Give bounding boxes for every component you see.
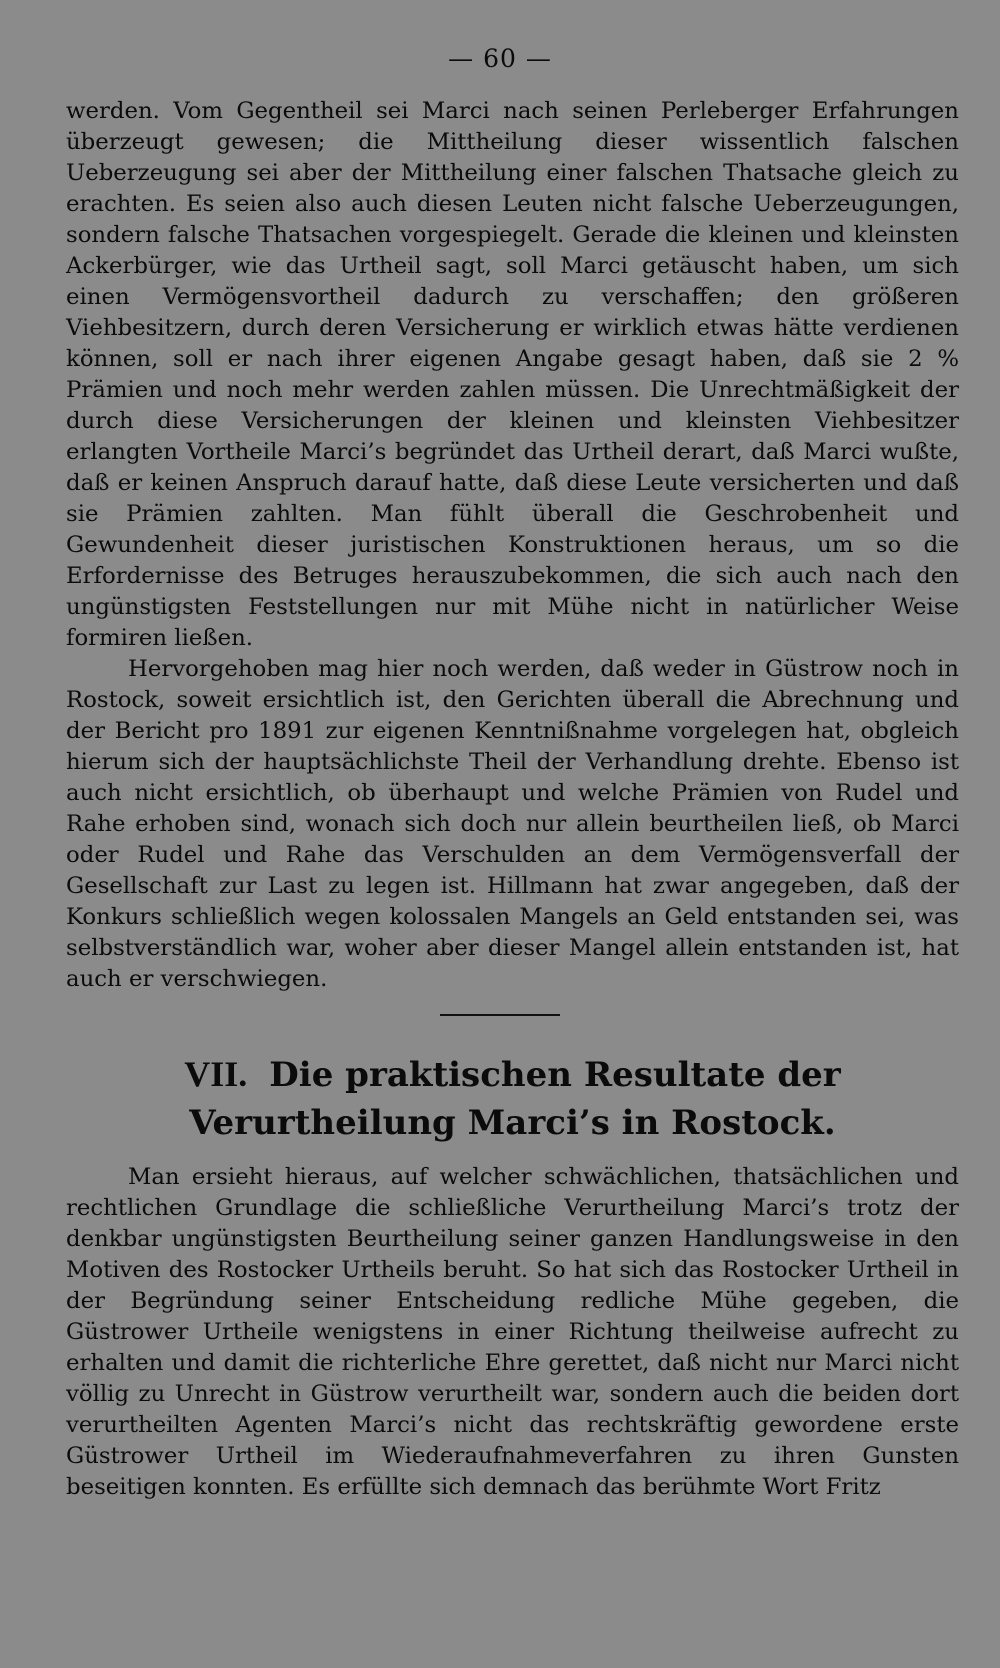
section-heading	[66, 1050, 959, 1147]
section-number: VII.	[184, 1054, 248, 1094]
body-text-bottom	[66, 1162, 959, 1503]
body-text-top	[66, 96, 959, 995]
page-number: — 60 —	[448, 44, 552, 73]
section-title: Die praktischen Resultate der Verurtheilung Marci’s in Rostock.	[189, 1055, 841, 1143]
paragraph: werden. Vom Gegentheil sei Marci nach seinen Perleberger Erfahrungen überzeugt gewesen; die Mittheilung dieser wissentlich falschen Ueberzeugung sei aber der Mittheilung einer falschen Thatsache gleich zu erachten. Es seien also auch diesen Leuten nicht falsche Ueberzeugungen, sondern falsche Thatsachen vorgespiegelt. Gerade die kleinen und kleinsten Ackerbürger, wie das Urtheil sagt, soll Marci getäuscht haben, um sich einen Vermögensvortheil dadurch zu verschaffen; den größeren Viehbesitzern, durch deren Versicherung er wirklich etwas hätte verdienen können, soll er nach ihrer eigenen Angabe gesagt haben, daß sie 2 % Prämien und noch mehr werden zahlen müssen. Die Unrechtmäßigkeit der durch diese Versicherungen der kleinen und kleinsten Viehbesitzer erlangten Vortheile Marci’s begründet das Urtheil derart, daß Marci wußte, daß er keinen Anspruch darauf hatte, daß diese Leute versicherten und daß sie Prämien zahlten. Man fühlt überall die Geschrobenheit und Gewundenheit dieser juristischen Konstruktionen heraus, um so die Erfordernisse des Betruges herauszubekommen, die sich auch nach den ungünstigsten Feststellungen nur mit Mühe nicht in natürlicher Weise formiren ließen.	[66, 98, 959, 651]
section-divider	[440, 1014, 560, 1016]
paragraph: Man ersieht hieraus, auf welcher schwächlichen, thatsächlichen und rechtlichen Grundlage die schließliche Verurtheilung Marci’s trotz der denkbar ungünstigsten Beurtheilung seiner ganzen Handlungsweise in den Motiven des Rostocker Urtheils beruht. So hat sich das Rostocker Urtheil in der Begründung seiner Entscheidung redliche Mühe gegeben, die Güstrower Urtheile wenigstens in einer Richtung theilweise aufrecht zu erhalten und damit die richterliche Ehre gerettet, daß nicht nur Marci nicht völlig zu Unrecht in Güstrow verurtheilt war, sondern auch die beiden dort verurtheilten Agenten Marci’s nicht das rechtskräftig gewordene erste Güstrower Urtheil im Wiederaufnahmeverfahren zu ihren Gunsten beseitigen konnten. Es erfüllte sich demnach das berühmte Wort Fritz	[66, 1164, 959, 1500]
paragraph: Hervorgehoben mag hier noch werden, daß weder in Güstrow noch in Rostock, soweit ersichtlich ist, den Gerichten überall die Abrechnung und der Bericht pro 1891 zur eigenen Kenntnißnahme vorgelegen hat, obgleich hierum sich der hauptsächlichste Theil der Verhandlung drehte. Ebenso ist auch nicht ersichtlich, ob überhaupt und welche Prämien von Rudel und Rahe erhoben sind, wonach sich doch nur allein beurtheilen ließ, ob Marci oder Rudel und Rahe das Verschulden an dem Vermögensverfall der Gesellschaft zur Last zu legen ist. Hillmann hat zwar angegeben, daß der Konkurs schließlich wegen kolossalen Mangels an Geld entstanden sei, was selbstverständlich war, woher aber dieser Mangel allein entstanden ist, hat auch er verschwiegen.	[66, 656, 959, 992]
